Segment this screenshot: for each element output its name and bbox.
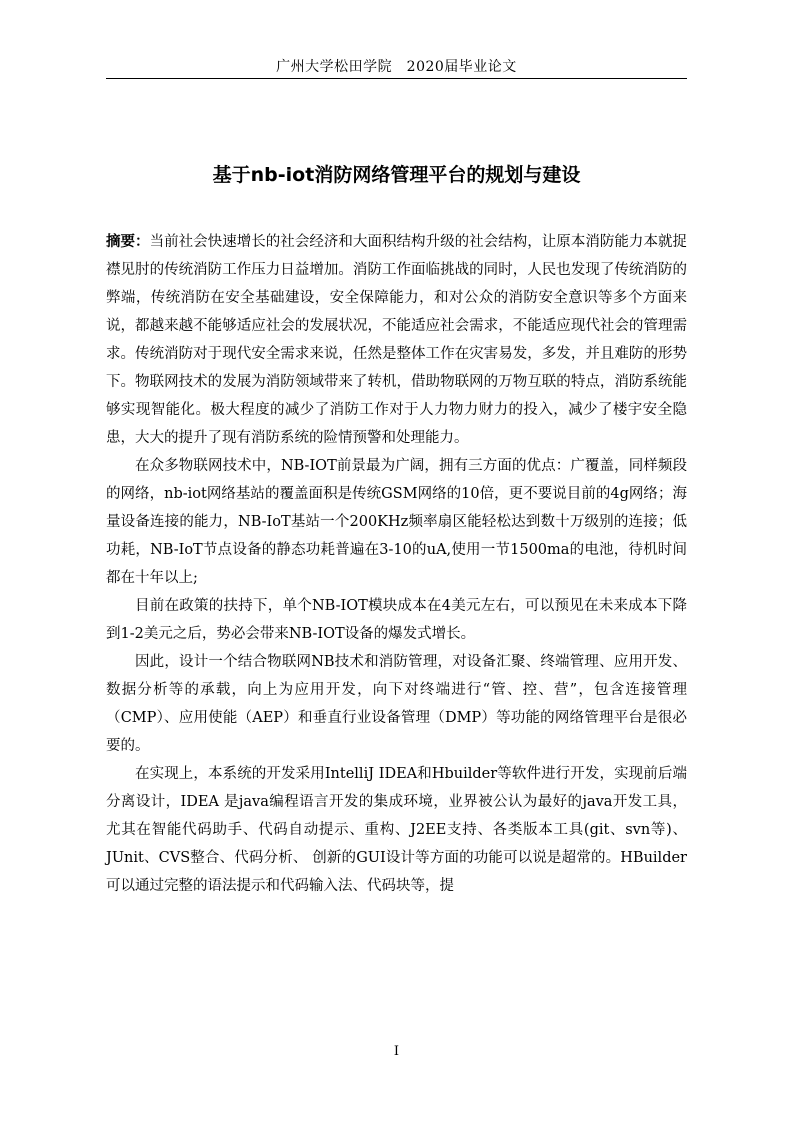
body-paragraph-3: 因此，设计一个结合物联网NB技术和消防管理，对设备汇聚、终端管理、应用开发、数据分析等的承载，向上为应用开发，向下对终端进行“管、控、营”，包含连接管理（CMP）、应用使能（AEP）和垂直行业设备管理（DMP）等功能的网络管理平台是很必要的。 [106, 654, 687, 754]
page-header: 广州大学松田学院 2020届毕业论文 [276, 59, 517, 75]
abstract-text: 当前社会快速增长的社会经济和大面积结构升级的社会结构，让原本消防能力本就捉襟见肘的传统消防工作压力日益增加。消防工作面临挑战的同时，人民也发现了传统消防的弊端，传统消防在安全基础建设，安全保障能力，和对公众的消防安全意识等多个方面来说，都越来越不能够适应社会的发展状况，不能适应社会需求，不能适应现代社会的管理需求。传统消防对于现代安全需求来说，任然是整体工作在灾害易发，多发，并且难防的形势下。物联网技术的发展为消防领域带来了转机，借助物联网的万物互联的特点，消防系统能够实现智能化。极大程度的减少了消防工作对于人力物力财力的投入，减少了楼宇安全隐患，大大的提升了现有消防系统的险情预警和处理能力。 [106, 234, 687, 446]
body-paragraph-1: 在众多物联网技术中，NB-IOT前景最为广阔，拥有三方面的优点：广覆盖，同样频段的网络，nb-iot网络基站的覆盖面积是传统GSM网络的10倍，更不要说目前的4g网络；海量设备连接的能力，NB-IoT基站一个200KHz频率扇区能轻松达到数十万级别的连接；低功耗，NB-IoT节点设备的静态功耗普遍在3-10的uA,使用一节1500ma的电池，待机时间都在十年以上; [106, 458, 687, 586]
body-paragraph-4: 在实现上，本系统的开发采用IntelliJ IDEA和Hbuilder等软件进行开发，实现前后端分离设计，IDEA 是java编程语言开发的集成环境，业界被公认为最好的java开发工具，尤其在智能代码助手、代码自动提示、重构、J2EE支持、各类版本工具(git、svn等)、JUnit、CVS整合、代码分析、 创新的GUI设计等方面的功能可以说是超常的。HBuilder可以通过完整的语法提示和代码输入法、代码块等，提 [106, 766, 687, 894]
abstract-paragraph [106, 228, 687, 452]
abstract-label: 摘要： [106, 234, 150, 250]
header-rule [106, 78, 687, 79]
page-number: I [393, 1044, 400, 1059]
body-text [106, 228, 687, 900]
body-paragraph-2: 目前在政策的扶持下，单个NB-IOT模块成本在4美元左右，可以预见在未来成本下降到1-2美元之后，势必会带来NB-IOT设备的爆发式增长。 [106, 598, 687, 642]
paper-title: 基于nb-iot消防网络管理平台的规划与建设 [212, 164, 581, 186]
